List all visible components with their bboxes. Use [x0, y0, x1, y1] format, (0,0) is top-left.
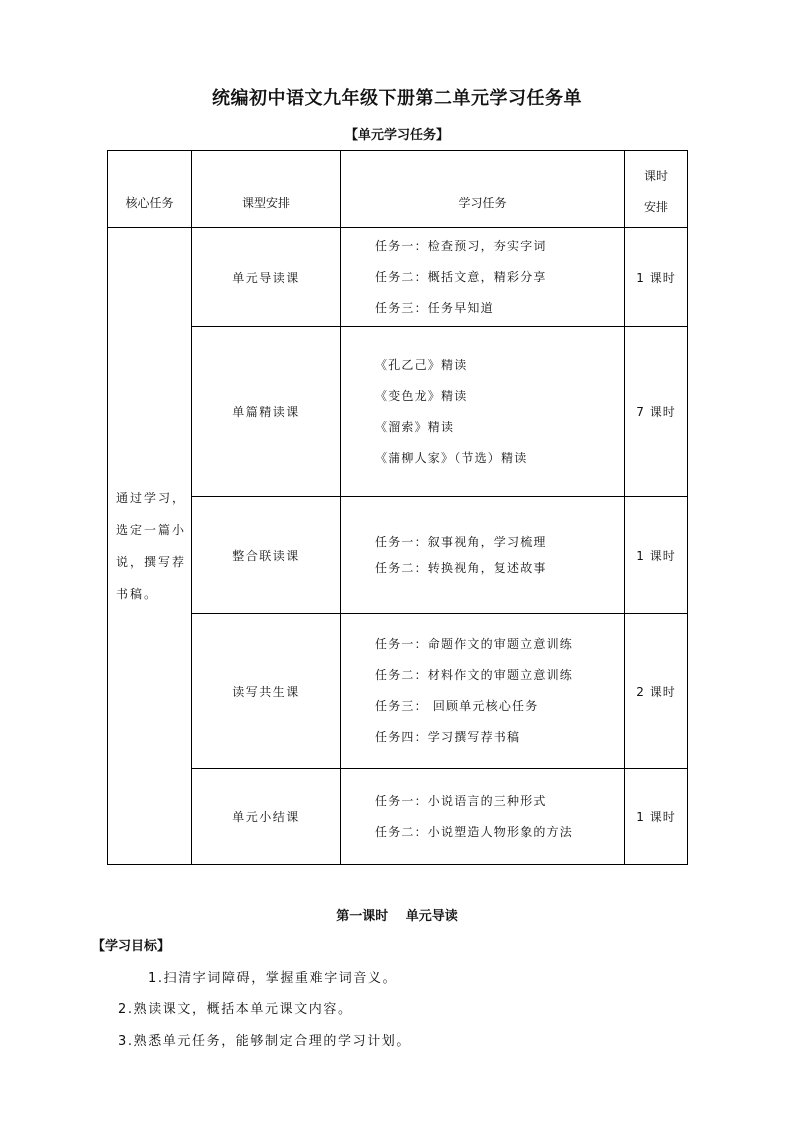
core-task-line: 书稿。 [116, 587, 159, 601]
table-header-row [108, 151, 688, 228]
goals-heading: 【学习目标】 [92, 939, 171, 954]
table-row [108, 497, 688, 614]
document-title: 统编初中语文九年级下册第二单元学习任务单 [212, 88, 582, 109]
header-core-task [108, 151, 192, 228]
header-lesson-type [192, 151, 341, 228]
unit-task-heading: 【单元学习任务】 [344, 128, 449, 143]
header-learning-tasks [341, 151, 625, 228]
lesson-type-cell: 单篇精读课 [192, 327, 341, 497]
task-item: 《蒲柳人家》（节选）精读 [375, 450, 528, 465]
lesson-type-cell: 整合联读课 [192, 497, 341, 614]
learning-tasks-cell [341, 228, 625, 327]
task-item: 任务三：任务早知道 [375, 300, 494, 315]
learning-tasks-cell [341, 327, 625, 497]
learning-tasks-cell [341, 614, 625, 769]
learning-goal: 3.熟悉单元任务，能够制定合理的学习计划。 [118, 1034, 412, 1049]
period-cell: 1 课时 [625, 228, 688, 327]
header-lesson-type-label: 课型安排 [241, 196, 290, 210]
task-item: 《孔乙己》精读 [375, 357, 468, 372]
table-row [108, 769, 688, 865]
task-item: 任务一：命题作文的审题立意训练 [375, 637, 574, 651]
header-core-task-label: 核心任务 [125, 196, 174, 210]
table-row [108, 327, 688, 497]
task-item: 任务三： 回顾单元核心任务 [375, 699, 539, 713]
learning-tasks-cell [341, 497, 625, 614]
task-item: 任务一：检查预习，夯实字词 [375, 238, 547, 253]
task-item: 任务一：小说语言的三种形式 [375, 793, 547, 808]
period-cell: 1 课时 [625, 769, 688, 865]
period-cell: 7 课时 [625, 327, 688, 497]
learning-tasks-cell [341, 769, 625, 865]
learning-goal: 1.扫清字词障碍，掌握重难字词音义。 [148, 971, 398, 986]
header-period-line2: 安排 [643, 200, 668, 214]
core-task-line: 选定一篇小 [116, 523, 187, 537]
task-item: 任务二：小说塑造人物形象的方法 [375, 824, 574, 839]
task-item: 任务二：材料作文的审题立意训练 [375, 668, 574, 682]
task-item: 任务二：概括文意，精彩分享 [375, 269, 547, 284]
task-item: 《溜索》精读 [375, 419, 455, 434]
learning-goal: 2.熟读课文，概括本单元课文内容。 [118, 1002, 353, 1017]
core-task-line: 说，撰写荐 [116, 555, 187, 569]
core-task-line: 通过学习， [116, 491, 187, 505]
lesson-type-cell: 单元小结课 [192, 769, 341, 865]
lesson-type-cell: 单元导读课 [192, 228, 341, 327]
table-row [108, 228, 688, 327]
period-cell: 2 课时 [625, 614, 688, 769]
lesson-title: 第一课时 单元导读 [336, 909, 458, 924]
task-item: 《变色龙》精读 [375, 388, 468, 403]
unit-task-table [107, 150, 688, 865]
core-task-cell [108, 228, 192, 865]
task-item: 任务四：学习撰写荐书稿 [375, 730, 521, 744]
task-item: 任务一：叙事视角，学习梳理 [375, 535, 547, 549]
table-row [108, 614, 688, 769]
header-period-line1: 课时 [643, 169, 668, 183]
header-period [625, 151, 688, 228]
period-cell: 1 课时 [625, 497, 688, 614]
lesson-type-cell: 读写共生课 [192, 614, 341, 769]
task-item: 任务二：转换视角，复述故事 [375, 561, 547, 575]
header-learning-tasks-label: 学习任务 [458, 196, 507, 210]
